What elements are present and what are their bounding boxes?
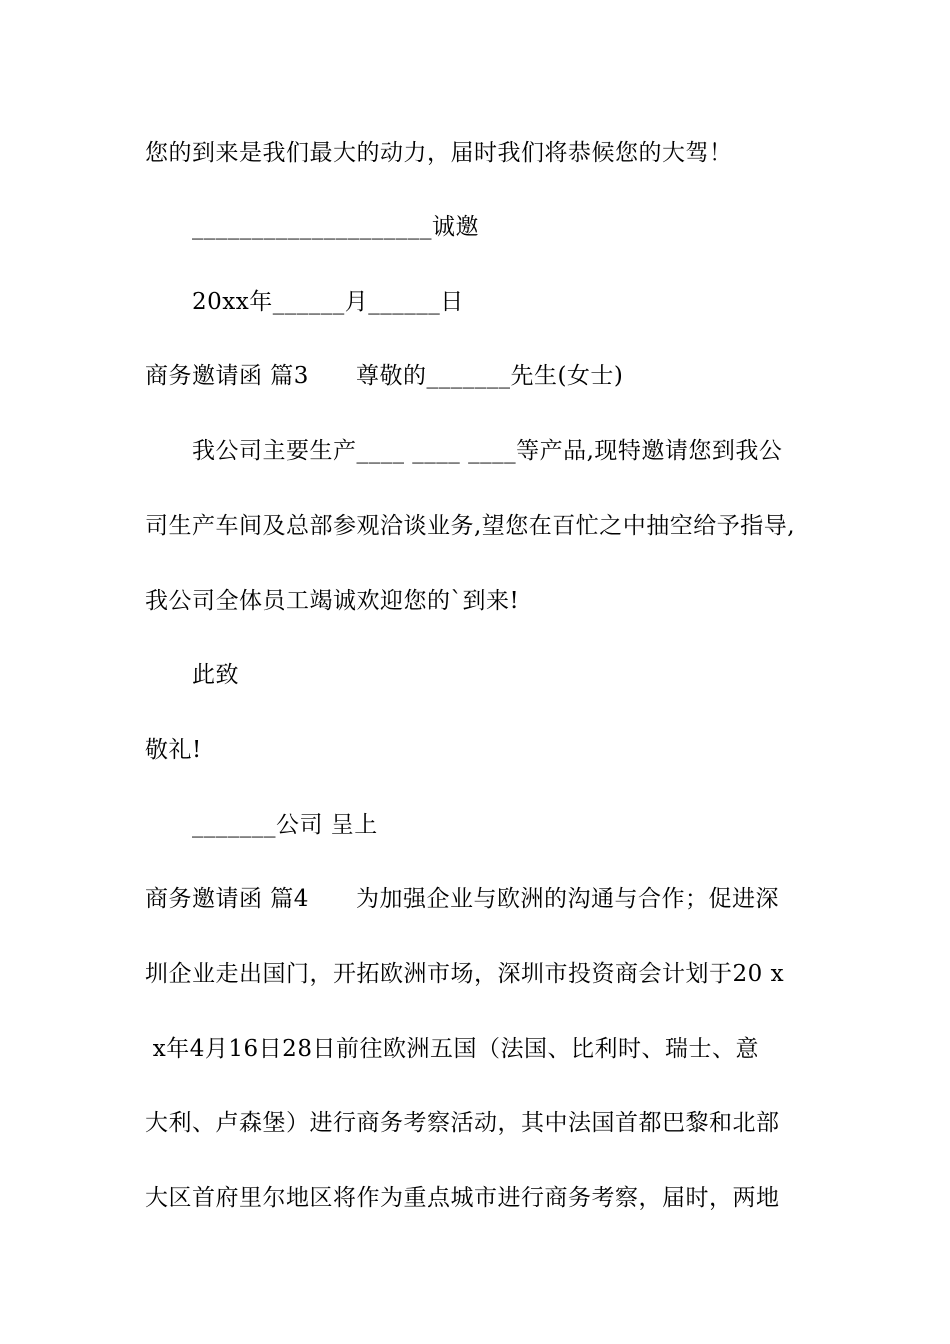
company-signature: _______公司 呈上 (192, 812, 378, 838)
body-paragraph-line: 大区首府里尔地区将作为重点城市进行商务考察，届时，两地 (145, 1185, 780, 1211)
closing-sentence: 您的到来是我们最大的动力，届时我们将恭候您的大驾！ (145, 140, 733, 166)
section-3-heading: 商务邀请函 篇3 尊敬的_______先生(女士) (145, 363, 624, 389)
body-paragraph-line: 我公司全体员工竭诚欢迎您的`到来! (145, 588, 520, 614)
salutation-line: 敬礼! (145, 737, 202, 763)
body-paragraph-line: 圳企业走出国门，开拓欧洲市场，深圳市投资商会计划于20 x (145, 961, 785, 987)
invite-signature: ____________________诚邀 (192, 214, 479, 240)
body-paragraph-line: x年4月16日28日前往欧洲五国（法国、比利时、瑞士、意 (145, 1036, 759, 1062)
section-4-heading: 商务邀请函 篇4 为加强企业与欧洲的沟通与合作；促进深 (145, 886, 779, 912)
body-paragraph-line: 我公司主要生产____ ____ ____等产品,现特邀请您到我公 (192, 438, 783, 464)
date-line: 20xx年______月______日 (192, 289, 464, 315)
body-paragraph-line: 司生产车间及总部参观洽谈业务,望您在百忙之中抽空给予指导, (145, 513, 796, 539)
body-paragraph-line: 大利、卢森堡）进行商务考察活动，其中法国首都巴黎和北部 (145, 1110, 780, 1136)
salutation-line: 此致 (192, 662, 239, 688)
